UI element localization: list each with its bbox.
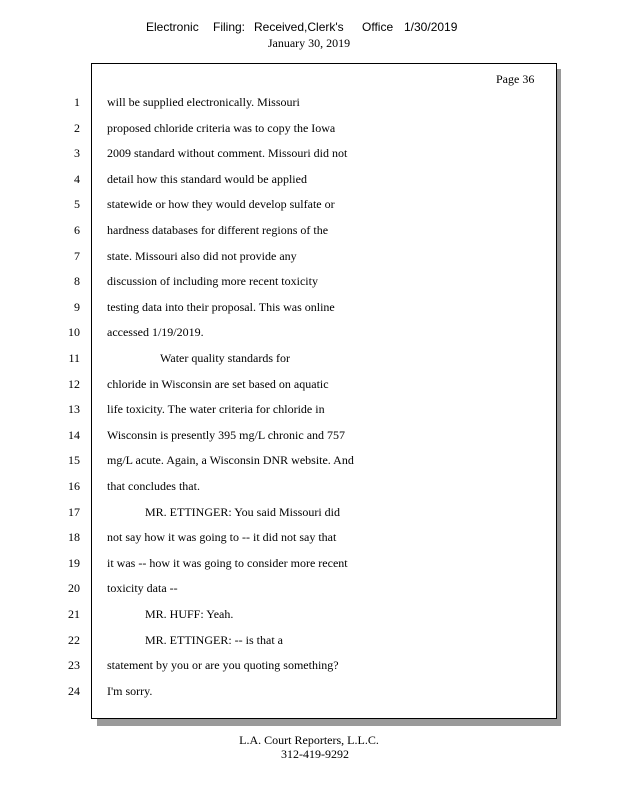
footer-company: L.A. Court Reporters, L.L.C. (239, 733, 379, 747)
line-number: 1 (74, 95, 80, 109)
line-text: toxicity data -- (107, 581, 178, 595)
line-number: 24 (68, 684, 80, 698)
line-number: 4 (74, 172, 80, 186)
line-number: 11 (68, 351, 80, 365)
line-text: hardness databases for different regions of the (107, 223, 329, 237)
line-number: 10 (68, 325, 80, 339)
line-text: MR. ETTINGER: -- is that a (145, 633, 283, 647)
line-number: 22 (68, 633, 80, 647)
line-text: detail how this standard would be applied (107, 172, 307, 186)
line-text: chloride in Wisconsin are set based on aquatic (107, 377, 329, 391)
stamp-electronic: Electronic (146, 20, 199, 34)
line-text: it was -- how it was going to consider more recent (107, 556, 348, 570)
filing-date: January 30, 2019 (267, 36, 351, 50)
line-number: 2 (74, 121, 80, 135)
line-number: 15 (68, 453, 80, 467)
stamp-filing: Filing: (213, 20, 246, 34)
line-number: 16 (68, 479, 80, 493)
stamp-date: 1/30/2019 (404, 20, 458, 34)
line-number: 20 (68, 581, 80, 595)
line-number: 5 (74, 197, 80, 211)
line-number: 7 (74, 249, 80, 263)
line-text: mg/L acute. Again, a Wisconsin DNR website. And (107, 453, 354, 467)
line-text: Water quality standards for (160, 351, 290, 365)
line-number: 19 (68, 556, 80, 570)
line-number: 23 (68, 658, 80, 672)
line-text: I'm sorry. (107, 684, 153, 698)
line-text: state. Missouri also did not provide any (107, 249, 297, 263)
stamp-office: Office (362, 20, 394, 34)
line-text: will be supplied electronically. Missouri (107, 95, 300, 109)
line-text: life toxicity. The water criteria for chloride in (107, 402, 325, 416)
page-number: Page 36 (496, 72, 535, 86)
line-number: 3 (74, 146, 80, 160)
line-number: 6 (74, 223, 80, 237)
line-number: 14 (68, 428, 80, 442)
line-text: discussion of including more recent toxicity (107, 274, 318, 288)
line-text: testing data into their proposal. This was online (107, 300, 335, 314)
line-number: 21 (68, 607, 80, 621)
line-number: 9 (74, 300, 80, 314)
line-text: statement by you or are you quoting something? (107, 658, 339, 672)
line-text: statewide or how they would develop sulfate or (107, 197, 335, 211)
footer-phone: 312-419-9292 (281, 747, 349, 761)
line-number: 17 (68, 505, 80, 519)
stamp-received: Received,Clerk's (254, 20, 344, 34)
line-text: MR. HUFF: Yeah. (145, 607, 234, 621)
line-text: proposed chloride criteria was to copy the Iowa (107, 121, 336, 135)
line-text: accessed 1/19/2019. (107, 325, 204, 339)
line-text: that concludes that. (107, 479, 200, 493)
line-text: MR. ETTINGER: You said Missouri did (145, 505, 341, 519)
line-text: 2009 standard without comment. Missouri did not (107, 146, 348, 160)
line-text: not say how it was going to -- it did not say that (107, 530, 337, 544)
line-text: Wisconsin is presently 395 mg/L chronic and 757 (107, 428, 346, 442)
line-number: 12 (68, 377, 80, 391)
line-number: 13 (68, 402, 80, 416)
line-number: 18 (68, 530, 80, 544)
line-number: 8 (74, 274, 80, 288)
